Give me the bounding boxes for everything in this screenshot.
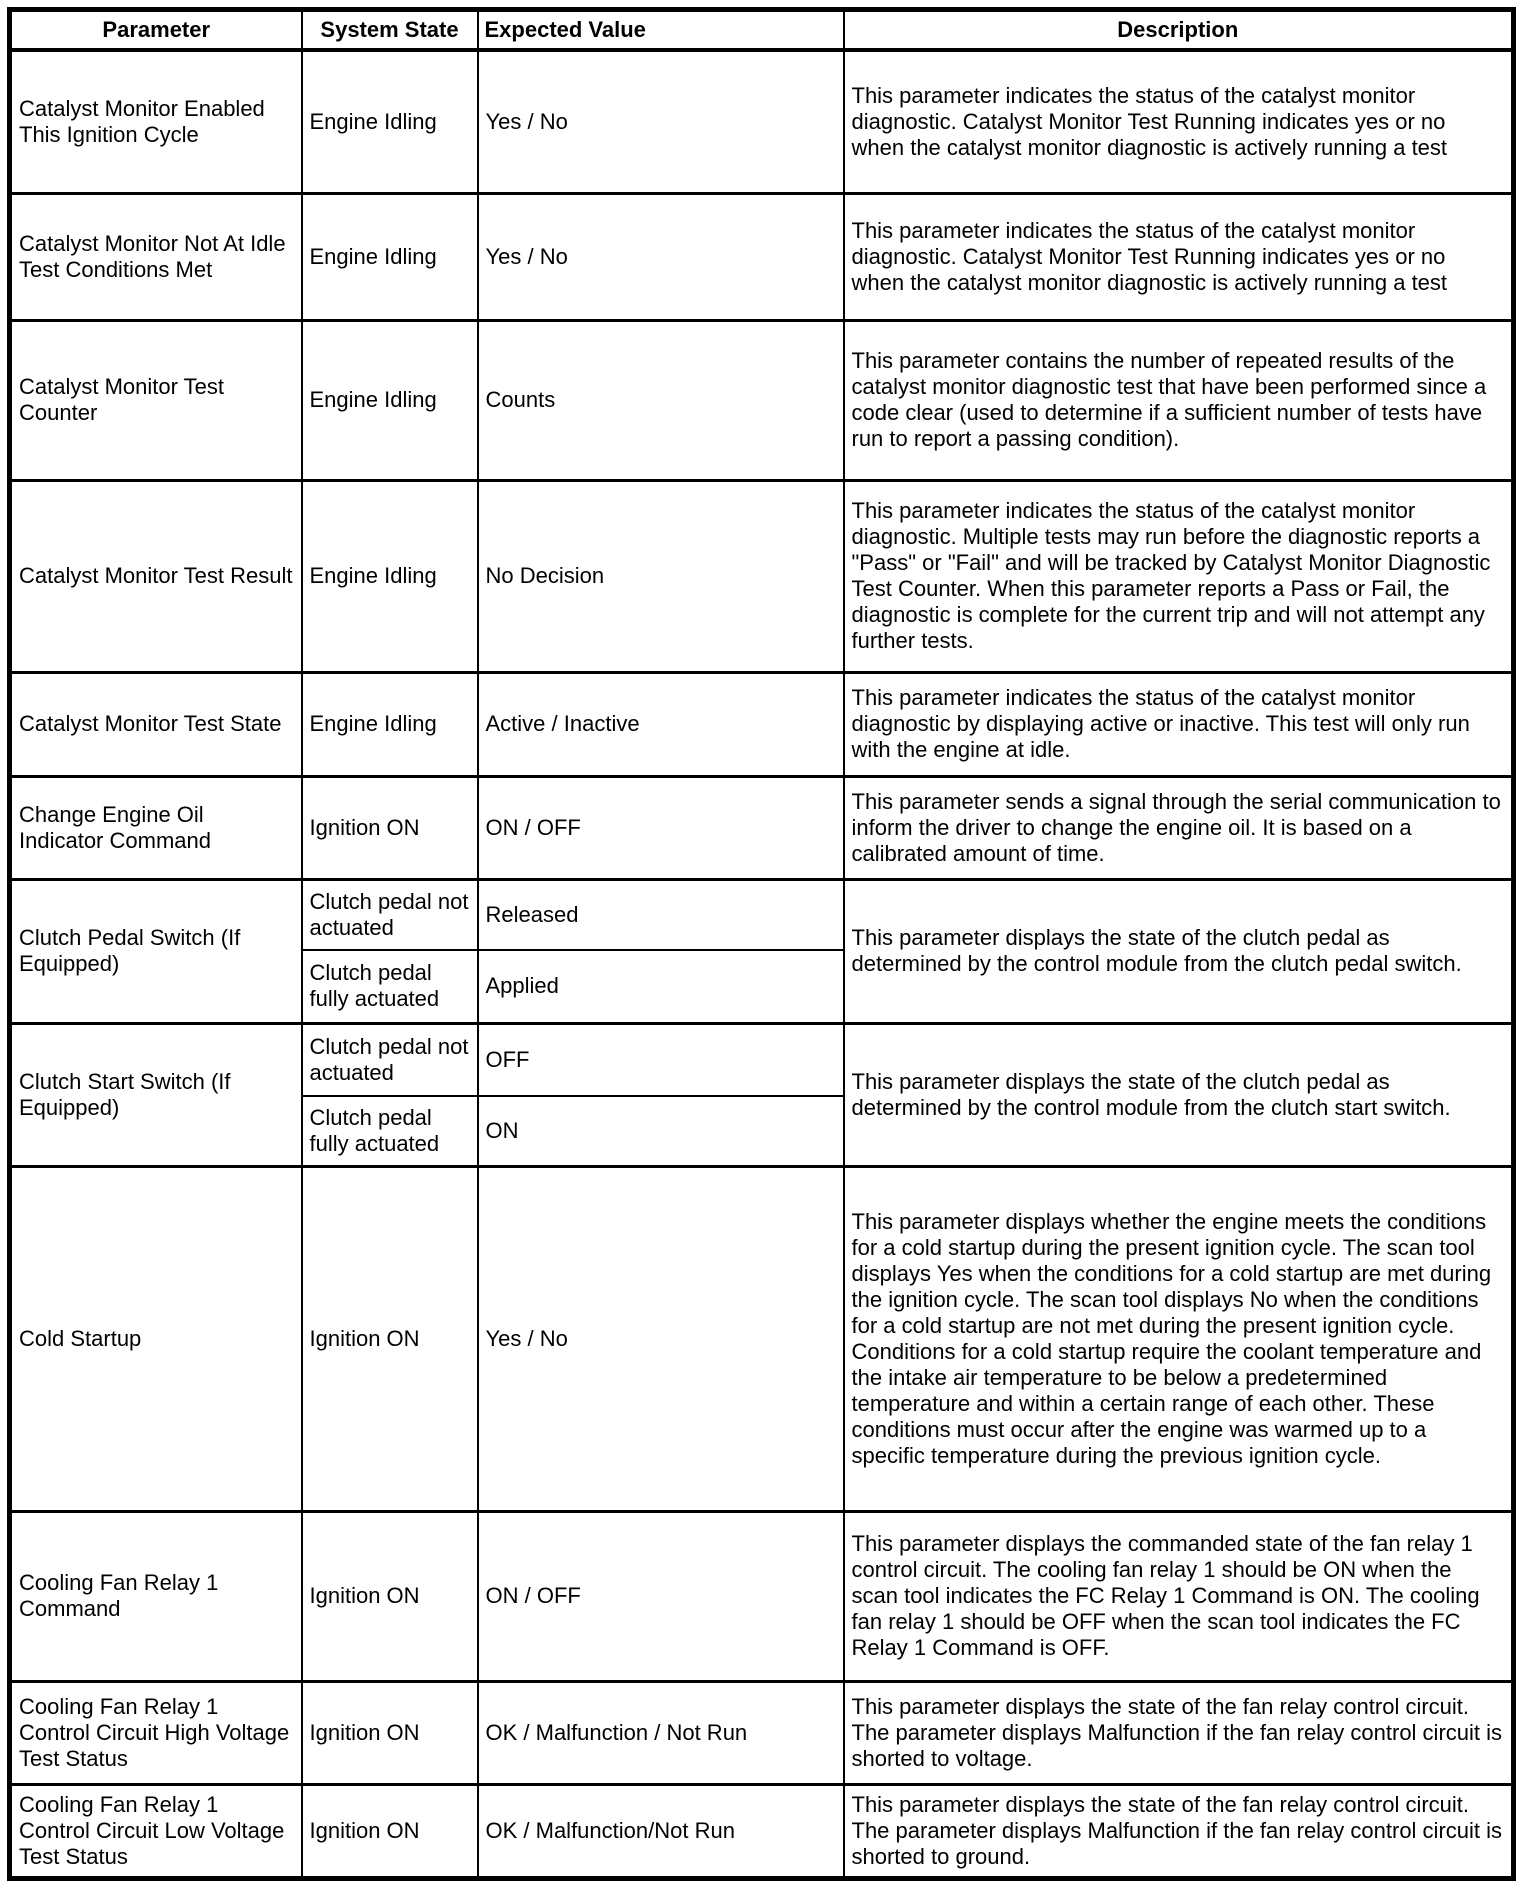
system-state-cell: Ignition ON — [302, 1681, 478, 1784]
expected-value-cell: Counts — [478, 320, 844, 480]
expected-value-cell: OK / Malfunction / Not Run — [478, 1681, 844, 1784]
parameter-cell: Catalyst Monitor Test Result — [10, 480, 302, 672]
parameter-cell: Catalyst Monitor Test Counter — [10, 320, 302, 480]
system-state-cell: Ignition ON — [302, 776, 478, 879]
system-state-cell: Engine Idling — [302, 672, 478, 776]
expected-value-cell: Released — [478, 879, 844, 950]
system-state-cell: Engine Idling — [302, 480, 478, 672]
expected-value-cell: No Decision — [478, 480, 844, 672]
description-cell: This parameter sends a signal through the serial communication to inform the driver to change the engine oil. It is based on a calibrated amount of time. — [844, 776, 1514, 879]
expected-value-cell: ON / OFF — [478, 776, 844, 879]
expected-value-cell: OK / Malfunction/Not Run — [478, 1784, 844, 1878]
header-expected-value: Expected Value — [478, 10, 844, 51]
expected-value-cell: Yes / No — [478, 50, 844, 193]
header-parameter: Parameter — [10, 10, 302, 51]
parameter-cell: Catalyst Monitor Not At Idle Test Conditions Met — [10, 193, 302, 320]
system-state-cell: Engine Idling — [302, 193, 478, 320]
system-state-cell: Clutch pedal not actuated — [302, 1023, 478, 1096]
diagnostic-parameter-table — [7, 7, 1516, 1881]
table-row — [10, 193, 1514, 320]
expected-value-cell: Yes / No — [478, 1166, 844, 1511]
table-row — [10, 1511, 1514, 1681]
table-row — [10, 879, 1514, 950]
table-row — [10, 480, 1514, 672]
description-cell: This parameter indicates the status of the catalyst monitor diagnostic. Catalyst Monitor Test Running indicates yes or no when the catalyst monitor diagnostic is actively running a test — [844, 193, 1514, 320]
description-cell: This parameter displays the state of the fan relay control circuit. The parameter displays Malfunction if the fan relay control circuit is shorted to ground. — [844, 1784, 1514, 1878]
system-state-cell: Engine Idling — [302, 50, 478, 193]
system-state-cell: Engine Idling — [302, 320, 478, 480]
description-cell: This parameter displays the state of the clutch pedal as determined by the control module from the clutch start switch. — [844, 1023, 1514, 1166]
system-state-cell: Ignition ON — [302, 1511, 478, 1681]
system-state-cell: Clutch pedal not actuated — [302, 879, 478, 950]
parameter-cell: Cold Startup — [10, 1166, 302, 1511]
header-description: Description — [844, 10, 1514, 51]
system-state-cell: Clutch pedal fully actuated — [302, 1096, 478, 1166]
system-state-cell: Clutch pedal fully actuated — [302, 950, 478, 1023]
table-row — [10, 1023, 1514, 1096]
description-cell: This parameter indicates the status of the catalyst monitor diagnostic by displaying active or inactive. This test will only run with the engine at idle. — [844, 672, 1514, 776]
parameter-cell: Change Engine Oil Indicator Command — [10, 776, 302, 879]
description-cell: This parameter indicates the status of the catalyst monitor diagnostic. Catalyst Monitor Test Running indicates yes or no when the catalyst monitor diagnostic is actively running a test — [844, 50, 1514, 193]
expected-value-cell: Yes / No — [478, 193, 844, 320]
table-row — [10, 672, 1514, 776]
parameter-cell: Cooling Fan Relay 1 Command — [10, 1511, 302, 1681]
table-row — [10, 320, 1514, 480]
parameter-cell: Clutch Start Switch (If Equipped) — [10, 1023, 302, 1166]
expected-value-cell: ON / OFF — [478, 1511, 844, 1681]
parameter-cell: Cooling Fan Relay 1 Control Circuit High Voltage Test Status — [10, 1681, 302, 1784]
system-state-cell: Ignition ON — [302, 1166, 478, 1511]
description-cell: This parameter indicates the status of the catalyst monitor diagnostic. Multiple tests may run before the diagnostic reports a "Pass" or "Fail" and will be tracked by Catalyst Monitor Diagnostic Test Counter. When this parameter reports a Pass or Fail, the diagnostic is complete for the current trip and will not attempt any further tests. — [844, 480, 1514, 672]
description-cell: This parameter displays the state of the clutch pedal as determined by the control module from the clutch pedal switch. — [844, 879, 1514, 1023]
table-row — [10, 1166, 1514, 1511]
description-cell: This parameter contains the number of repeated results of the catalyst monitor diagnostic test that have been performed since a code clear (used to determine if a sufficient number of tests have run to report a passing condition). — [844, 320, 1514, 480]
header-row — [10, 10, 1514, 51]
parameter-cell: Clutch Pedal Switch (If Equipped) — [10, 879, 302, 1023]
description-cell: This parameter displays the commanded state of the fan relay 1 control circuit. The cooling fan relay 1 should be ON when the scan tool indicates the FC Relay 1 Command is ON. The cooling fan relay 1 should be OFF when the scan tool indicates the FC Relay 1 Command is OFF. — [844, 1511, 1514, 1681]
table-row — [10, 1681, 1514, 1784]
expected-value-cell: ON — [478, 1096, 844, 1166]
expected-value-cell: OFF — [478, 1023, 844, 1096]
table-row — [10, 776, 1514, 879]
expected-value-cell: Applied — [478, 950, 844, 1023]
description-cell: This parameter displays the state of the fan relay control circuit. The parameter displays Malfunction if the fan relay control circuit is shorted to voltage. — [844, 1681, 1514, 1784]
description-cell: This parameter displays whether the engine meets the conditions for a cold startup during the present ignition cycle. The scan tool displays Yes when the conditions for a cold startup are met during the ignition cycle. The scan tool displays No when the conditions for a cold startup are not met during the present ignition cycle. Conditions for a cold startup require the coolant temperature and the intake air temperature to be below a predetermined temperature and within a certain range of each other. These conditions must occur after the engine was warmed up to a specific temperature during the previous ignition cycle. — [844, 1166, 1514, 1511]
parameter-cell: Catalyst Monitor Enabled This Ignition Cycle — [10, 50, 302, 193]
table-row — [10, 1784, 1514, 1878]
parameter-cell: Catalyst Monitor Test State — [10, 672, 302, 776]
expected-value-cell: Active / Inactive — [478, 672, 844, 776]
system-state-cell: Ignition ON — [302, 1784, 478, 1878]
table-row — [10, 50, 1514, 193]
header-system-state: System State — [302, 10, 478, 51]
parameter-cell: Cooling Fan Relay 1 Control Circuit Low Voltage Test Status — [10, 1784, 302, 1878]
